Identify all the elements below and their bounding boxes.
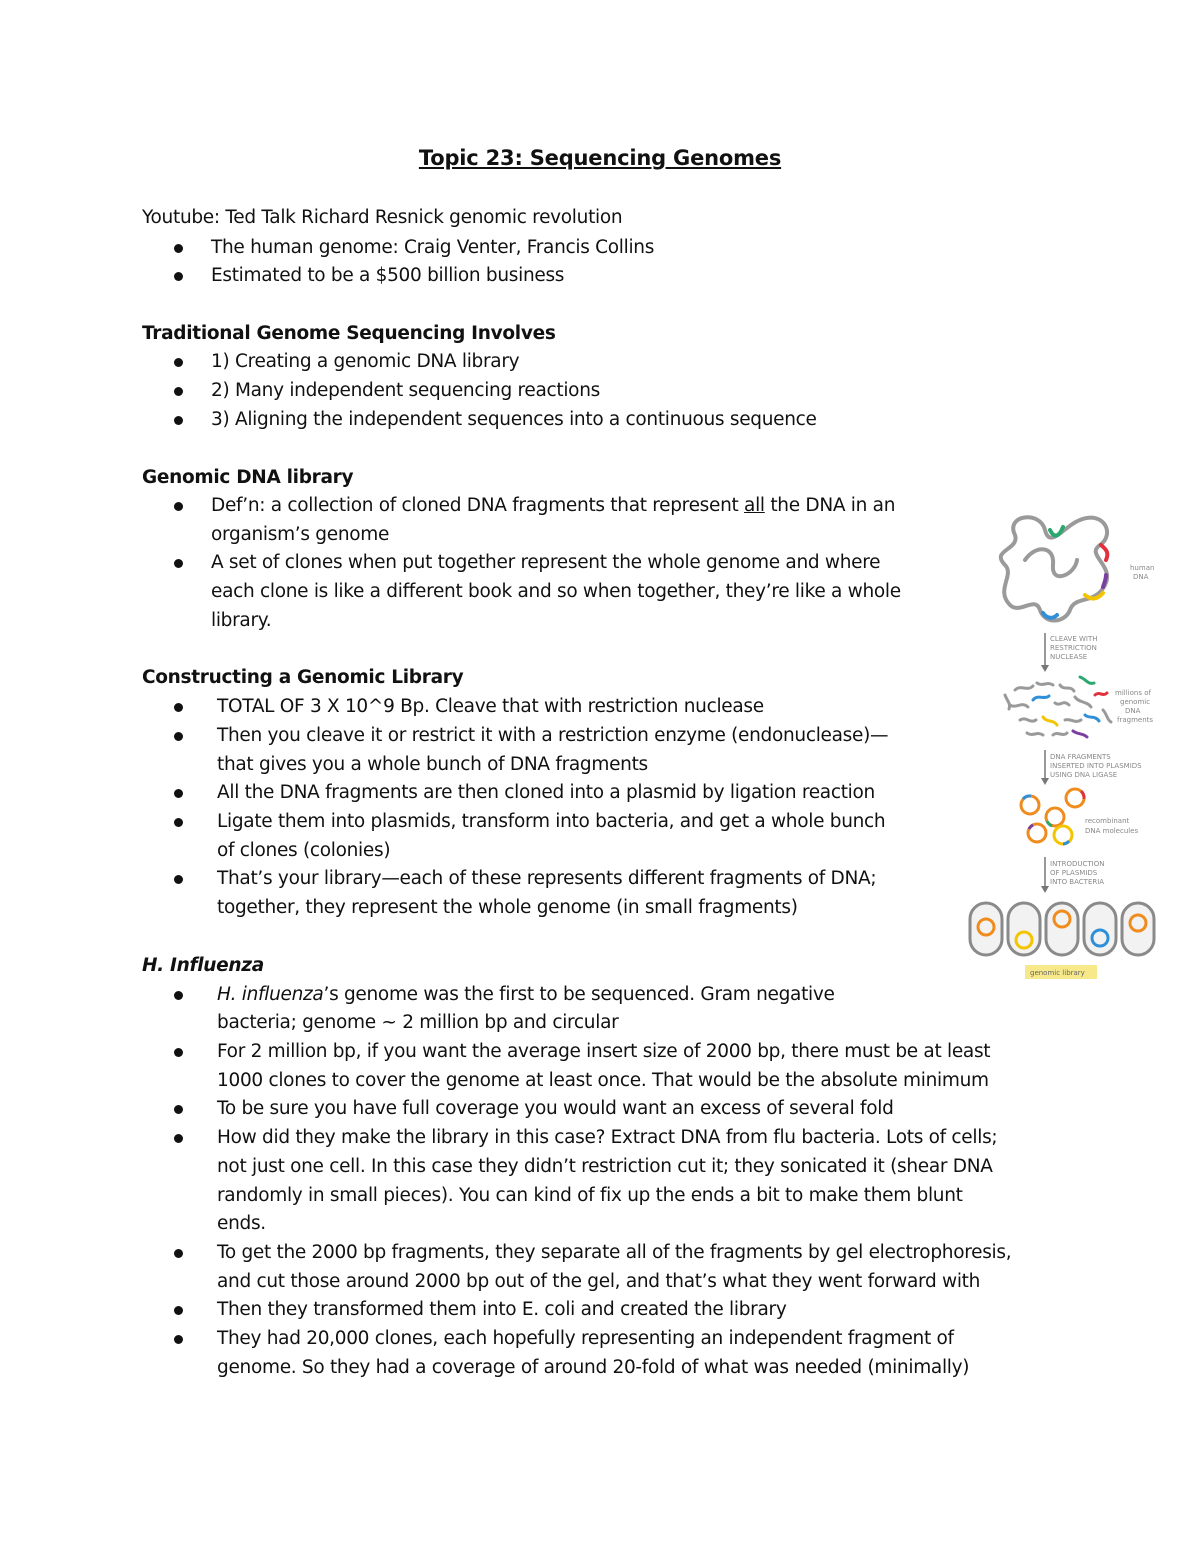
bullet-dot: [174, 559, 183, 568]
genomic-library-figure: [965, 505, 1165, 990]
fragments-label-1: millions of: [1115, 689, 1151, 697]
constructing-bullet-5-cont: together, they represent the whole genome (in small fragments): [217, 897, 798, 918]
constructing-bullet-4-cont: of clones (colonies): [217, 840, 391, 861]
constructing-bullet-1: TOTAL OF 3 X 10^9 Bp. Cleave that with restriction nuclease: [217, 696, 764, 717]
dna-fragments-illustration: [1005, 677, 1111, 737]
constructing-bullet-5: That’s your library—each of these represents different fragments of DNA;: [217, 868, 877, 889]
bullet-dot: [174, 416, 183, 425]
human-dna-label-2: DNA: [1133, 573, 1149, 581]
bullet-dot: [174, 732, 183, 741]
library-bullet-2-cont: each clone is like a different book and so when together, they’re like a whole: [211, 581, 901, 602]
intro-line: Youtube: Ted Talk Richard Resnick genomic revolution: [142, 207, 623, 228]
constructing-bullet-2: Then you cleave it or restrict it with a restriction enzyme (endonuclease)—: [217, 725, 889, 746]
intro-bullet-2: Estimated to be a $500 billion business: [211, 265, 565, 286]
intro-bullet-1: The human genome: Craig Venter, Francis Collins: [211, 237, 655, 258]
constructing-bullet-3: All the DNA fragments are then cloned into a plasmid by ligation reaction: [217, 782, 875, 803]
cleave-label-1: CLEAVE WITH: [1050, 635, 1098, 643]
bullet-dot: [174, 875, 183, 884]
library-heading: Genomic DNA library: [142, 467, 354, 488]
influenza-bullet-1: H. influenza’s genome was the first to be sequenced. Gram negative: [217, 984, 835, 1005]
intro-label-3: INTO BACTERIA: [1050, 878, 1105, 886]
recombinant-plasmids-illustration: [1021, 789, 1084, 844]
bullet-dot: [174, 991, 183, 1000]
page-title: Topic 23: Sequencing Genomes: [418, 146, 782, 170]
bullet-dot: [174, 502, 183, 511]
fragments-label-4: fragments: [1117, 716, 1154, 724]
cleave-label-3: NUCLEASE: [1050, 653, 1088, 661]
intro-label-1: INTRODUCTION: [1050, 860, 1105, 868]
traditional-heading: Traditional Genome Sequencing Involves: [142, 323, 556, 344]
influenza-bullet-4-cont: not just one cell. In this case they didn’t restriction cut it; they sonicated it (shear DNA: [217, 1156, 993, 1177]
fragments-label-2: genomic: [1120, 698, 1151, 706]
arrow-head: [1041, 778, 1049, 785]
influenza-bullet-1-cont: bacteria; genome ~ 2 million bp and circular: [217, 1012, 619, 1033]
influenza-bullet-2-cont: 1000 clones to cover the genome at least once. That would be the absolute minimum: [217, 1070, 989, 1091]
library-bullet-2-cont: library.: [211, 610, 272, 631]
human-dna-label-1: human: [1130, 564, 1155, 572]
library-bullet-2: A set of clones when put together represent the whole genome and where: [211, 552, 881, 573]
influenza-bullet-7: They had 20,000 clones, each hopefully representing an independent fragment of: [217, 1328, 954, 1349]
influenza-bullet-5-cont: and cut those around 2000 bp out of the gel, and that’s what they went forward with: [217, 1271, 981, 1292]
bullet-dot: [174, 1335, 183, 1344]
influenza-bullet-7-cont: genome. So they had a coverage of around 20-fold of what was needed (minimally): [217, 1357, 970, 1378]
library-bullet-1: Def’n: a collection of cloned DNA fragments that represent all the DNA in an: [211, 495, 896, 516]
traditional-bullet-2: 2) Many independent sequencing reactions: [211, 380, 600, 401]
constructing-bullet-4: Ligate them into plasmids, transform into bacteria, and get a whole bunch: [217, 811, 886, 832]
constructing-heading: Constructing a Genomic Library: [142, 667, 464, 688]
cleave-label-2: RESTRICTION: [1050, 644, 1097, 652]
influenza-bullet-6: Then they transformed them into E. coli and created the library: [217, 1299, 787, 1320]
bullet-dot: [174, 272, 183, 281]
insert-label-3: USING DNA LIGASE: [1050, 771, 1118, 779]
recombinant-label-1: recombinant: [1085, 817, 1130, 825]
bullet-dot: [174, 387, 183, 396]
bullet-dot: [174, 789, 183, 798]
fragments-label-3: DNA: [1125, 707, 1141, 715]
insert-label-1: DNA FRAGMENTS: [1050, 753, 1111, 761]
human-dna-illustration: [1001, 517, 1108, 620]
traditional-bullet-1: 1) Creating a genomic DNA library: [211, 351, 520, 372]
bullet-dot: [174, 1048, 183, 1057]
constructing-bullet-2-cont: that gives you a whole bunch of DNA fragments: [217, 754, 648, 775]
influenza-bullet-4: How did they make the library in this case? Extract DNA from flu bacteria. Lots of cells;: [217, 1127, 998, 1148]
recombinant-label-2: DNA molecules: [1085, 827, 1139, 835]
influenza-heading: H. Influenza: [142, 955, 264, 976]
influenza-bullet-3: To be sure you have full coverage you would want an excess of several fold: [217, 1098, 894, 1119]
bullet-dot: [174, 703, 183, 712]
genomic-library-label: genomic library: [1030, 969, 1085, 977]
bullet-dot: [174, 358, 183, 367]
bullet-dot: [174, 1306, 183, 1315]
insert-label-2: INSERTED INTO PLASMIDS: [1050, 762, 1142, 770]
bullet-dot: [174, 244, 183, 253]
bullet-dot: [174, 1249, 183, 1258]
arrow-head: [1041, 886, 1049, 893]
arrow-head: [1041, 665, 1049, 672]
bullet-dot: [174, 1134, 183, 1143]
library-bullet-1-cont: organism’s genome: [211, 524, 390, 545]
intro-label-2: OF PLASMIDS: [1050, 869, 1098, 877]
bacteria-colonies-illustration: [970, 903, 1154, 955]
bullet-dot: [174, 1105, 183, 1114]
bullet-dot: [174, 818, 183, 827]
traditional-bullet-3: 3) Aligning the independent sequences into a continuous sequence: [211, 409, 817, 430]
influenza-bullet-4-cont: randomly in small pieces). You can kind of fix up the ends a bit to make them blunt: [217, 1185, 963, 1206]
influenza-bullet-2: For 2 million bp, if you want the average insert size of 2000 bp, there must be at least: [217, 1041, 991, 1062]
influenza-bullet-4-cont: ends.: [217, 1213, 266, 1234]
influenza-bullet-5: To get the 2000 bp fragments, they separate all of the fragments by gel electrophoresis,: [217, 1242, 1012, 1263]
